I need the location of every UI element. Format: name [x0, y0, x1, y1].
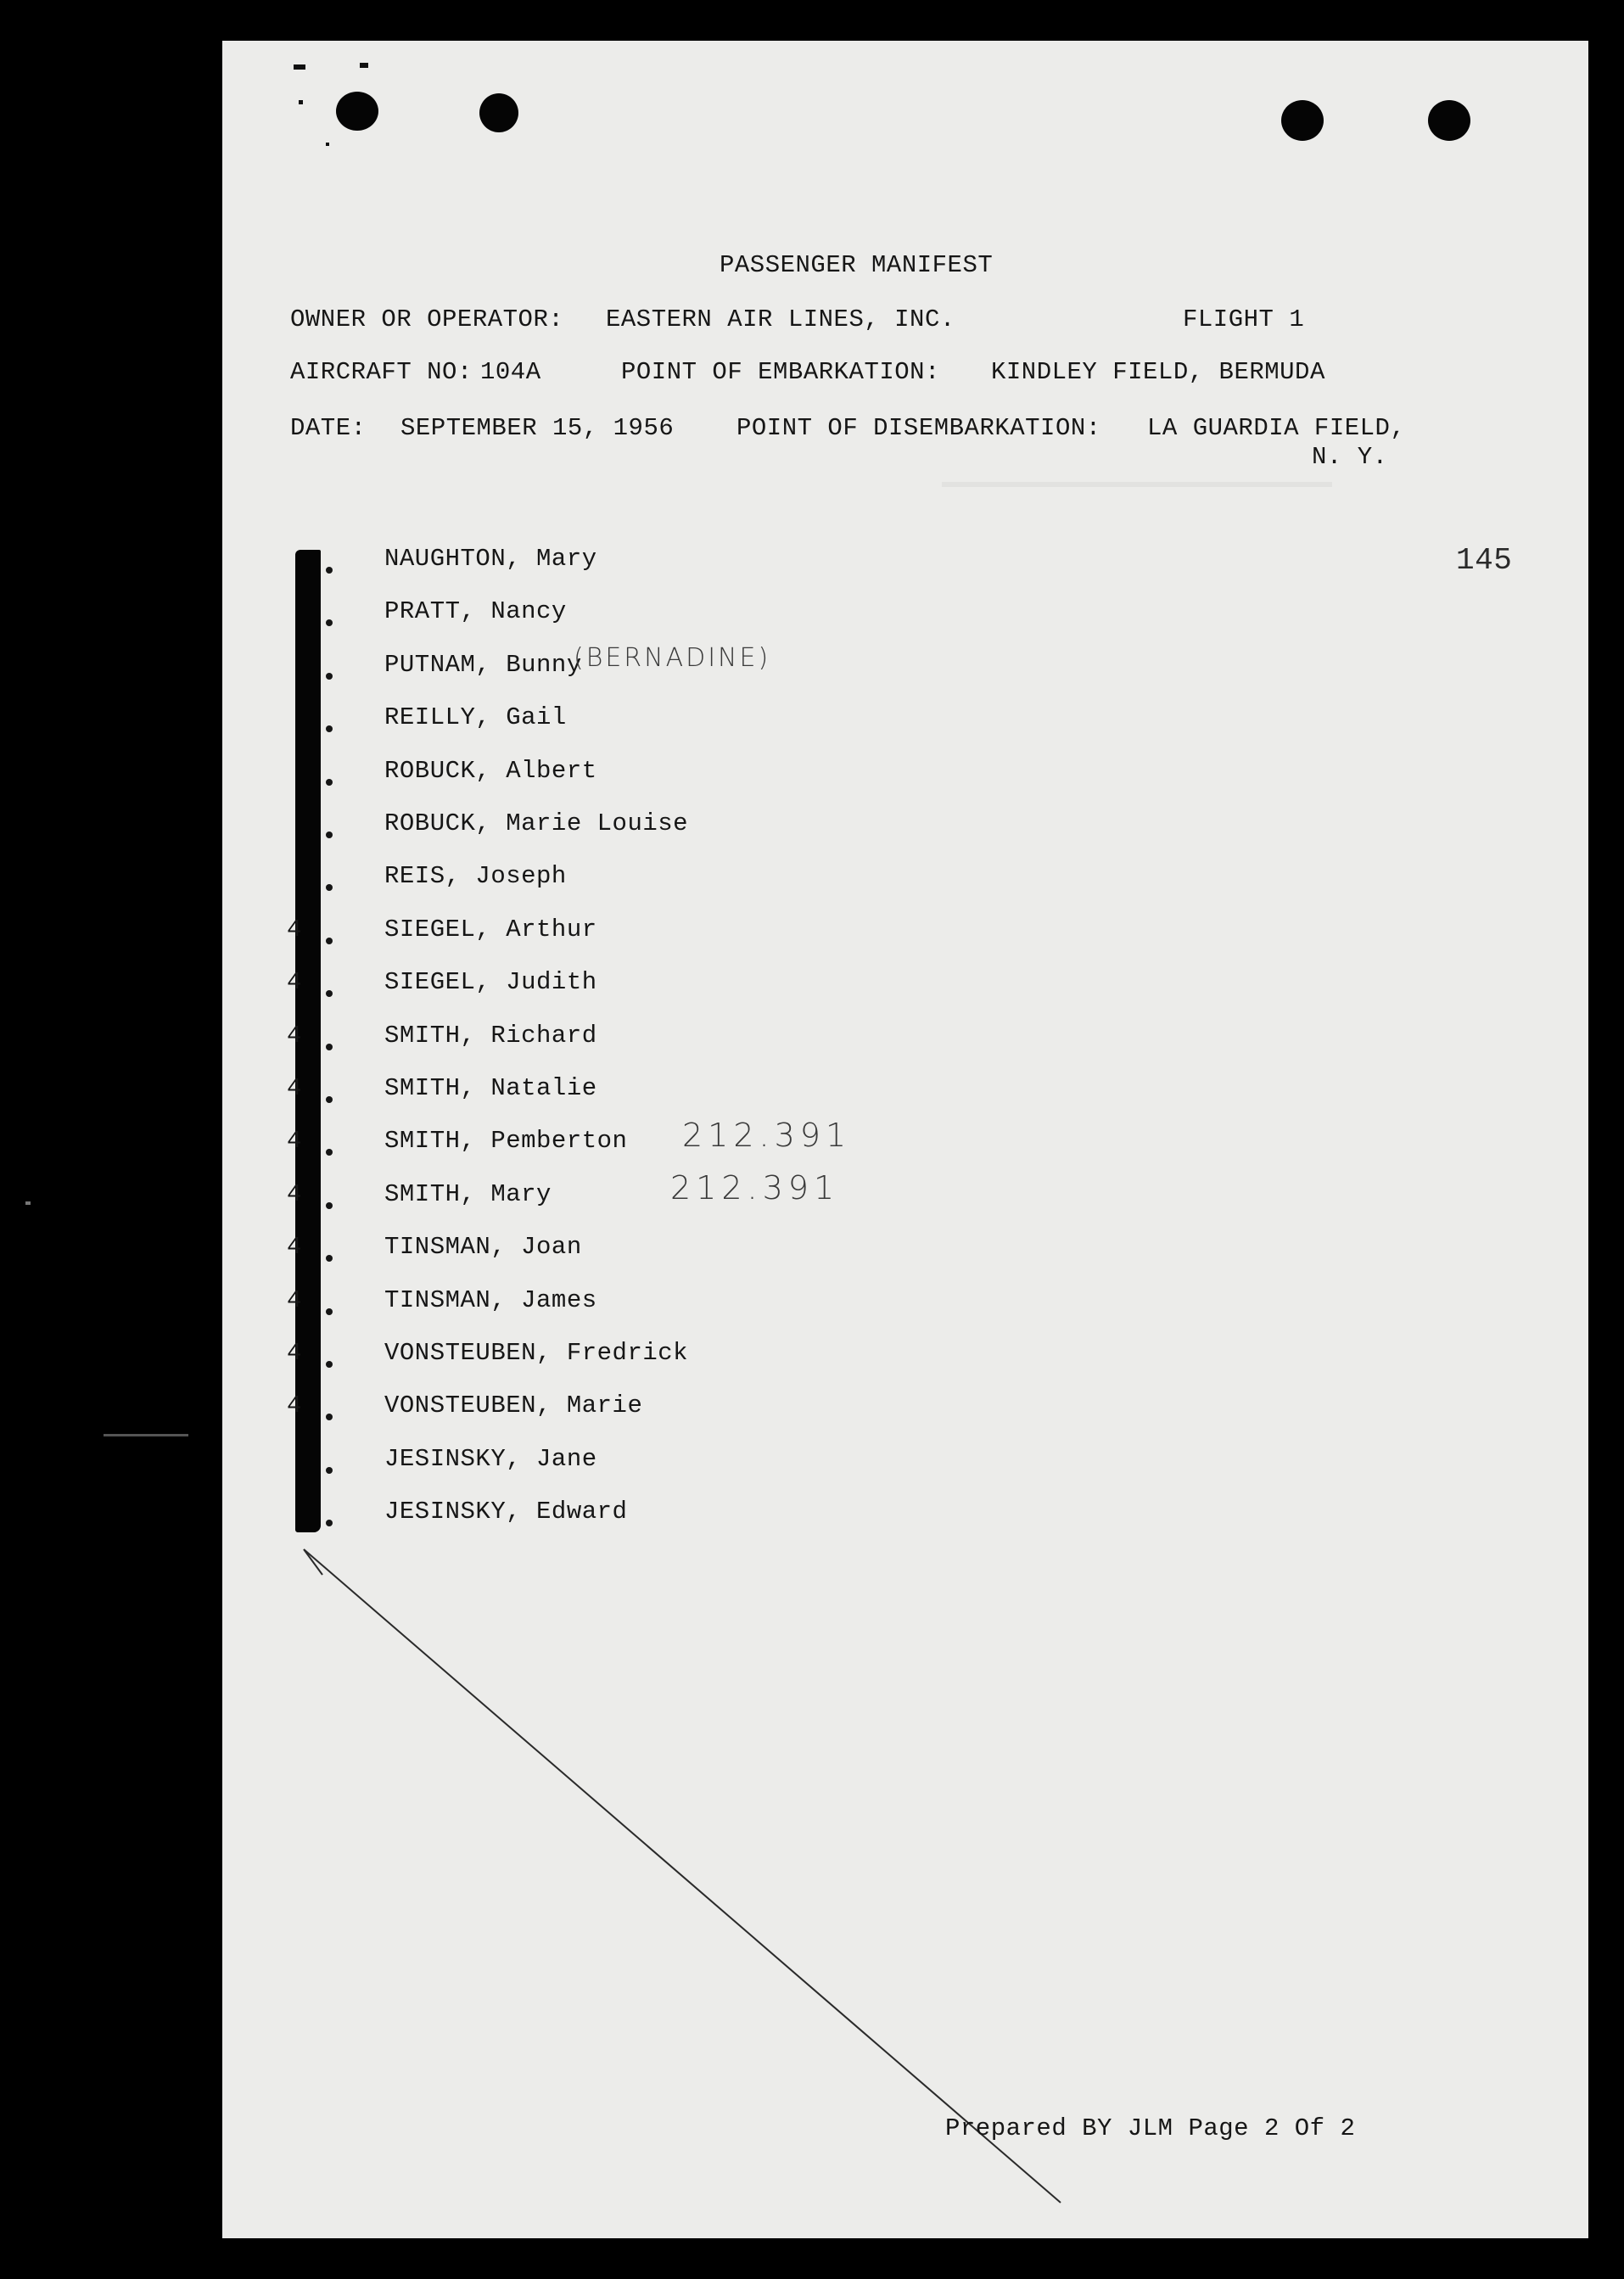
passenger-name: VONSTEUBEN, Marie: [384, 1391, 643, 1419]
row-number-digit: 4: [287, 968, 302, 996]
owner-label: OWNER OR OPERATOR:: [290, 305, 564, 333]
aircraft-label: AIRCRAFT NO:: [290, 358, 473, 386]
aircraft-value: 104A: [480, 358, 541, 386]
row-number-digit: 4: [287, 1286, 302, 1314]
passenger-name: SIEGEL, Judith: [384, 968, 597, 996]
edge-speck: [25, 1201, 31, 1205]
date-value: SEPTEMBER 15, 1956: [400, 414, 675, 442]
embarkation-label: POINT OF EMBARKATION:: [621, 358, 940, 386]
passenger-name: TINSMAN, Joan: [384, 1233, 582, 1261]
passenger-name: NAUGHTON, Mary: [384, 545, 597, 573]
passenger-name: JESINSKY, Jane: [384, 1445, 597, 1473]
disembarkation-label: POINT OF DISEMBARKATION:: [736, 414, 1101, 442]
passenger-name: PUTNAM, Bunny: [384, 651, 582, 679]
disembarkation-value: LA GUARDIA FIELD,: [1147, 414, 1406, 442]
flight-number: FLIGHT 1: [1183, 305, 1305, 333]
passenger-name: SMITH, Mary: [384, 1180, 552, 1208]
handwritten-note-pemberton: 212.391: [682, 1117, 852, 1154]
page-stamp-number: 145: [1456, 543, 1513, 578]
manifest-title: PASSENGER MANIFEST: [720, 251, 994, 279]
row-number-digit: 4: [287, 1127, 302, 1155]
footer-prepared-by: Prepared BY JLM Page 2 Of 2: [945, 2114, 1356, 2142]
row-number-digit: 4: [287, 1074, 302, 1102]
row-number-digit: 4: [287, 1391, 302, 1419]
embarkation-value: KINDLEY FIELD, BERMUDA: [991, 358, 1325, 386]
disembarkation-value-line2: N. Y.: [1312, 443, 1388, 471]
passenger-name: ROBUCK, Albert: [384, 757, 597, 785]
passenger-name: SMITH, Richard: [384, 1022, 597, 1050]
edge-speck: [104, 1434, 188, 1436]
passenger-name: SMITH, Natalie: [384, 1074, 597, 1102]
row-number-digit: 4: [287, 1233, 302, 1261]
row-number-digit: 4: [287, 1022, 302, 1050]
date-label: DATE:: [290, 414, 367, 442]
row-number-digit: 4: [287, 916, 302, 944]
passenger-name: ROBUCK, Marie Louise: [384, 809, 689, 837]
owner-value: EASTERN AIR LINES, INC.: [606, 305, 955, 333]
passenger-name: JESINSKY, Edward: [384, 1498, 628, 1526]
passenger-name: REIS, Joseph: [384, 862, 567, 890]
passenger-name: SMITH, Pemberton: [384, 1127, 628, 1155]
row-number-digit: 4: [287, 1180, 302, 1208]
passenger-name: REILLY, Gail: [384, 703, 567, 731]
handwritten-note-mary: 212.391: [670, 1169, 840, 1207]
passenger-name: VONSTEUBEN, Fredrick: [384, 1339, 689, 1367]
diagonal-stroke: [304, 1549, 1061, 2203]
passenger-name: PRATT, Nancy: [384, 597, 567, 625]
passenger-name: TINSMAN, James: [384, 1286, 597, 1314]
handwritten-note-bernadine: (BERNADINE): [574, 643, 771, 673]
passenger-name: SIEGEL, Arthur: [384, 916, 597, 944]
row-number-digit: 4: [287, 1339, 302, 1367]
